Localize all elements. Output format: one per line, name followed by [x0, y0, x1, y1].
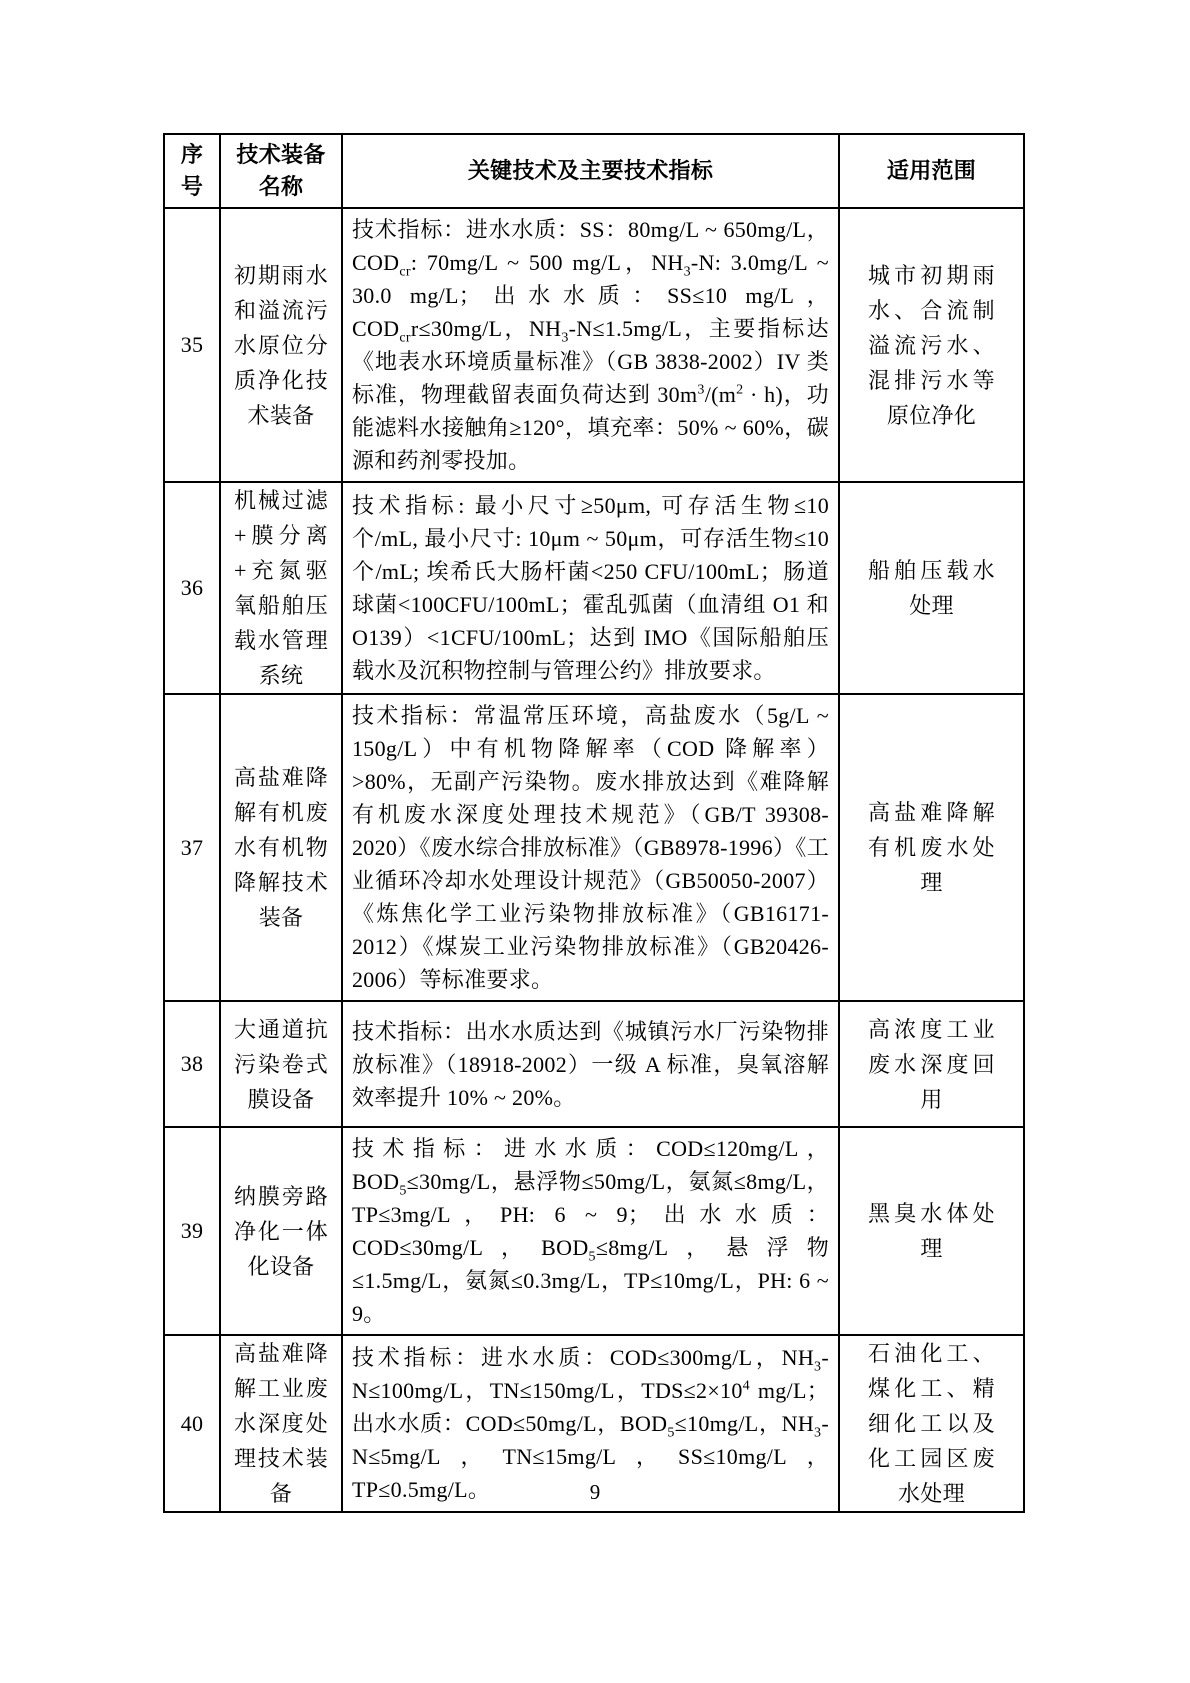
scope-cell: 黑臭水体处理: [839, 1127, 1024, 1335]
table-row: [164, 1001, 1024, 1127]
table-header-row: [164, 134, 1024, 208]
equipment-name-cell: 高盐难降解有机废水有机物降解技术装备: [220, 694, 342, 1001]
equipment-name-cell: 机械过滤+膜分离+充氮驱氧船舶压载水管理系统: [220, 482, 342, 694]
equipment-name-cell: 初期雨水和溢流污水原位分质净化技术装备: [220, 208, 342, 482]
tech-indicators-cell: 技术指标：常温常压环境，高盐废水（5g/L ~ 150g/L）中有机物降解率（COD 降解率）>80%，无副产污染物。废水排放达到《难降解有机废水深度处理技术规范》（GB/T 39308-2020）《废水综合排放标准》（GB8978-1996）《工业循环冷却水处理设计规范》（GB50050-2007）《炼焦化学工业污染物排放标准》（GB16171-2012）《煤炭工业污染物排放标准》（GB20426-2006）等标准要求。: [342, 694, 839, 1001]
row-number-cell: 37: [164, 694, 220, 1001]
scope-cell: 高盐难降解有机废水处理: [839, 694, 1024, 1001]
row-number-cell: 40: [164, 1335, 220, 1512]
equipment-name-cell: 高盐难降解工业废水深度处理技术装备: [220, 1335, 342, 1512]
scope-cell: 石油化工、煤化工、精细化工以及化工园区废水处理: [839, 1335, 1024, 1512]
table-row: [164, 694, 1024, 1001]
table-row: [164, 208, 1024, 482]
equipment-name-cell: 纳膜旁路净化一体化设备: [220, 1127, 342, 1335]
header-cell-name: 技术装备名称: [220, 134, 342, 208]
tech-indicators-cell: 技术指标: 最小尺寸≥50μm, 可存活生物≤10 个/mL, 最小尺寸: 10μm ~ 50μm，可存活生物≤10 个/mL; 埃希氏大肠杆菌<250 CFU/100mL；肠道球菌<100CFU/100mL；霍乱弧菌（血清组 O1 和 O139）<1CFU/100mL；达到 IMO《国际船舶压载水及沉积物控制与管理公约》排放要求。: [342, 482, 839, 694]
equipment-name-cell: 大通道抗污染卷式膜设备: [220, 1001, 342, 1127]
row-number-cell: 36: [164, 482, 220, 694]
header-cell-number: 序号: [164, 134, 220, 208]
table-row: [164, 482, 1024, 694]
row-number-cell: 35: [164, 208, 220, 482]
scope-cell: 船舶压载水处理: [839, 482, 1024, 694]
table-row: [164, 1127, 1024, 1335]
row-number-cell: 38: [164, 1001, 220, 1127]
page-number: 9: [589, 1480, 601, 1504]
tech-indicators-cell: 技术指标：进水水质：SS：80mg/L ~ 650mg/L，$COD_{cr}$: 70mg/L ~ 500 mg/L，$NH_3-N$: 3.0mg/L ~ 30.0 mg/L；出水水质：SS≤10 mg/L，$COD_{cr}r\le 30mg/L$，$NH_3-N\le 1.5mg/L$，主要指标达《地表水环境质量标准》（GB 3838-2002）IV 类标准，物理截留表面负荷达到 $30m^3/(m^2 \cdot h)$，功能滤料水接触角≥120°，填充率：50% ~ 60%，碳源和药剂零投加。: [342, 208, 839, 482]
scope-cell: 高浓度工业废水深度回用: [839, 1001, 1024, 1127]
row-number-cell: 39: [164, 1127, 220, 1335]
scope-cell: 城市初期雨水、合流制溢流污水、混排污水等原位净化: [839, 208, 1024, 482]
equipment-table: [163, 133, 1025, 1513]
header-cell-scope: 适用范围: [839, 134, 1024, 208]
tech-indicators-cell: 技术指标：进水水质：COD≤300mg/L，$NH_3-N\le 100mg/L$，TN≤150mg/L，$TDS\le 2\times 10^4$ mg/L；出水水质：COD≤50mg/L，$BOD_5\le 10mg/L$，$NH_3-N\le 5mg/L$，TN≤15mg/L，SS≤10mg/L，TP≤0.5mg/L。: [342, 1335, 839, 1512]
header-cell-tech: 关键技术及主要技术指标: [342, 134, 839, 208]
tech-indicators-cell: 技术指标：出水水质达到《城镇污水厂污染物排放标准》（18918-2002）一级 A 标准，臭氧溶解效率提升 10% ~ 20%。: [342, 1001, 839, 1127]
tech-indicators-cell: 技术指标：进水水质：COD≤120mg/L，$BOD_5\le 30mg/L$，悬浮物≤50mg/L，氨氮≤8mg/L，TP≤3mg/L，PH: 6 ~ 9；出水水质：COD≤30mg/L，$BOD_5\le 8mg/L$，悬浮物≤1.5mg/L，氨氮≤0.3mg/L，TP≤10mg/L，PH: 6 ~ 9。: [342, 1127, 839, 1335]
